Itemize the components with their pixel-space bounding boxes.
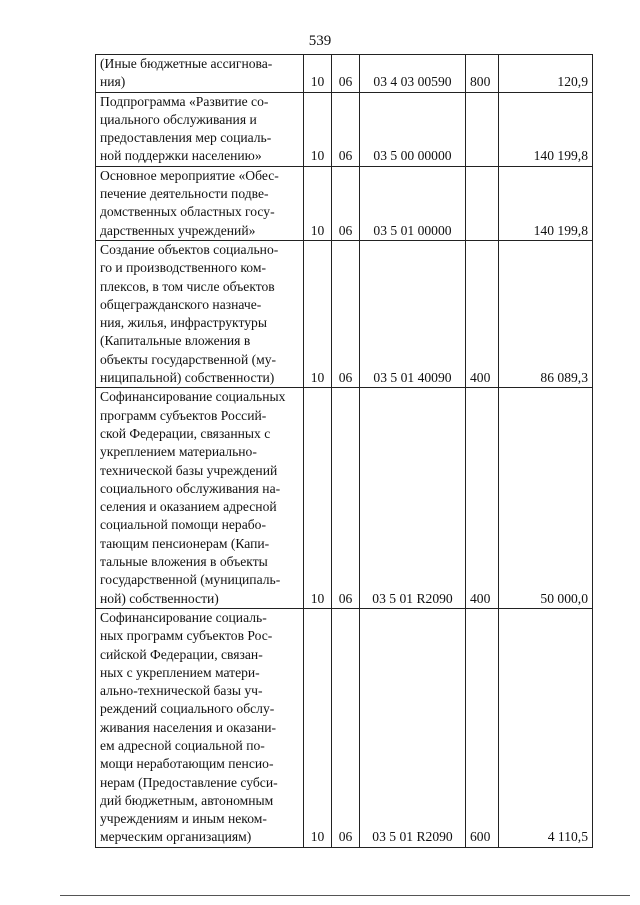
subsection-code: 06 [332, 92, 360, 166]
section-code: 10 [304, 55, 332, 93]
amount: 140 199,8 [499, 166, 593, 240]
page-bottom-rule [60, 895, 630, 896]
row-description: Софинансирование социальных программ субъектов Россий- ской Федерации, связанных с укреплением материально- технической базы учреждений социального обслуживания на- селения и оказанием адресной социальной помощи нерабо- тающим пенсионерам (Капи- тальные вложения в объекты государственной (муниципаль- ной) собственности) [96, 388, 304, 609]
target-article-code: 03 5 01 00000 [360, 166, 466, 240]
section-code: 10 [304, 92, 332, 166]
section-code: 10 [304, 240, 332, 387]
section-code: 10 [304, 166, 332, 240]
table-row [96, 388, 593, 609]
expense-type-code [466, 92, 499, 166]
expense-type-code: 600 [466, 608, 499, 847]
amount: 50 000,0 [499, 388, 593, 609]
subsection-code: 06 [332, 608, 360, 847]
target-article-code: 03 5 01 R2090 [360, 608, 466, 847]
target-article-code: 03 5 00 00000 [360, 92, 466, 166]
expense-type-code: 400 [466, 240, 499, 387]
table-row [96, 608, 593, 847]
target-article-code: 03 4 03 00590 [360, 55, 466, 93]
target-article-code: 03 5 01 R2090 [360, 388, 466, 609]
amount: 4 110,5 [499, 608, 593, 847]
budget-table [95, 54, 593, 848]
amount: 120,9 [499, 55, 593, 93]
amount: 140 199,8 [499, 92, 593, 166]
row-description: (Иные бюджетные ассигнова- ния) [96, 55, 304, 93]
row-description: Создание объектов социально- го и производственного ком- плексов, в том числе объектов общегражданского назначе- ния, жилья, инфраструктуры (Капитальные вложения в объекты государственной (му- ниципальной) собственности) [96, 240, 304, 387]
row-description: Подпрограмма «Развитие со- циального обслуживания и предоставления мер социаль- ной поддержки населению» [96, 92, 304, 166]
table-row [96, 55, 593, 93]
section-code: 10 [304, 608, 332, 847]
expense-type-code: 800 [466, 55, 499, 93]
row-description: Софинансирование социаль- ных программ субъектов Рос- сийской Федерации, связан- ных с укреплением матери- ально-технической базы уч- реждений социального обслу- живания населения и оказани- ем адресной социальной по- мощи неработающим пенсио- нерам (Предоставление субси- дий бюджетным, автономным учреждениям и иным неком- мерческим организациям) [96, 608, 304, 847]
subsection-code: 06 [332, 166, 360, 240]
target-article-code: 03 5 01 40090 [360, 240, 466, 387]
page-number: 539 [308, 33, 332, 49]
expense-type-code: 400 [466, 388, 499, 609]
subsection-code: 06 [332, 240, 360, 387]
row-description: Основное мероприятие «Обес- печение деятельности подве- домственных областных госу- дарственных учреждений» [96, 166, 304, 240]
subsection-code: 06 [332, 388, 360, 609]
subsection-code: 06 [332, 55, 360, 93]
expense-type-code [466, 166, 499, 240]
amount: 86 089,3 [499, 240, 593, 387]
section-code: 10 [304, 388, 332, 609]
table-row [96, 166, 593, 240]
table-row [96, 240, 593, 387]
table-row [96, 92, 593, 166]
